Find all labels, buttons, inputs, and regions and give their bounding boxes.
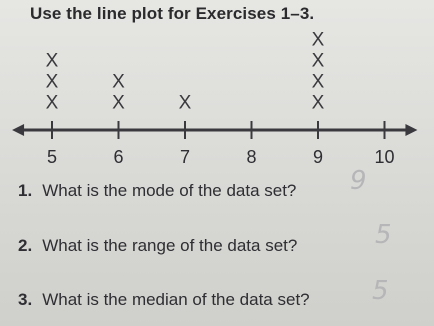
x-marker: X [311, 29, 325, 51]
question-3 [18, 290, 310, 310]
question-number: 1. [18, 181, 33, 200]
x-marker: X [45, 50, 59, 72]
tick-label: 9 [312, 147, 324, 167]
x-marker: X [45, 71, 59, 93]
tick-label: 7 [179, 147, 191, 167]
tick-label: 5 [46, 147, 58, 167]
tick-label: 10 [374, 147, 395, 167]
question-text: What is the median of the data set? [42, 290, 310, 309]
x-marker: X [311, 92, 325, 114]
question-2 [18, 236, 297, 256]
axis-arrow-left [12, 124, 24, 136]
x-marker: X [311, 71, 325, 93]
x-marker: X [178, 92, 192, 114]
question-number: 2. [18, 236, 33, 255]
handwritten-answer: 5 [375, 220, 392, 250]
tick-label: 6 [113, 147, 124, 167]
x-marker: X [112, 71, 125, 93]
handwritten-answer: 9 [350, 166, 367, 196]
handwritten-answer: 5 [372, 276, 389, 306]
question-text: What is the mode of the data set? [42, 181, 297, 200]
axis-arrow-right [405, 124, 417, 136]
exercise-heading: Use the line plot for Exercises 1–3. [30, 4, 315, 23]
x-marker: X [45, 92, 59, 114]
question-text: What is the range of the data set? [42, 236, 298, 255]
question-1 [18, 181, 296, 201]
question-number: 3. [18, 290, 33, 309]
x-marker: X [112, 92, 125, 114]
x-marker: X [311, 50, 325, 72]
tick-label: 8 [246, 147, 257, 167]
